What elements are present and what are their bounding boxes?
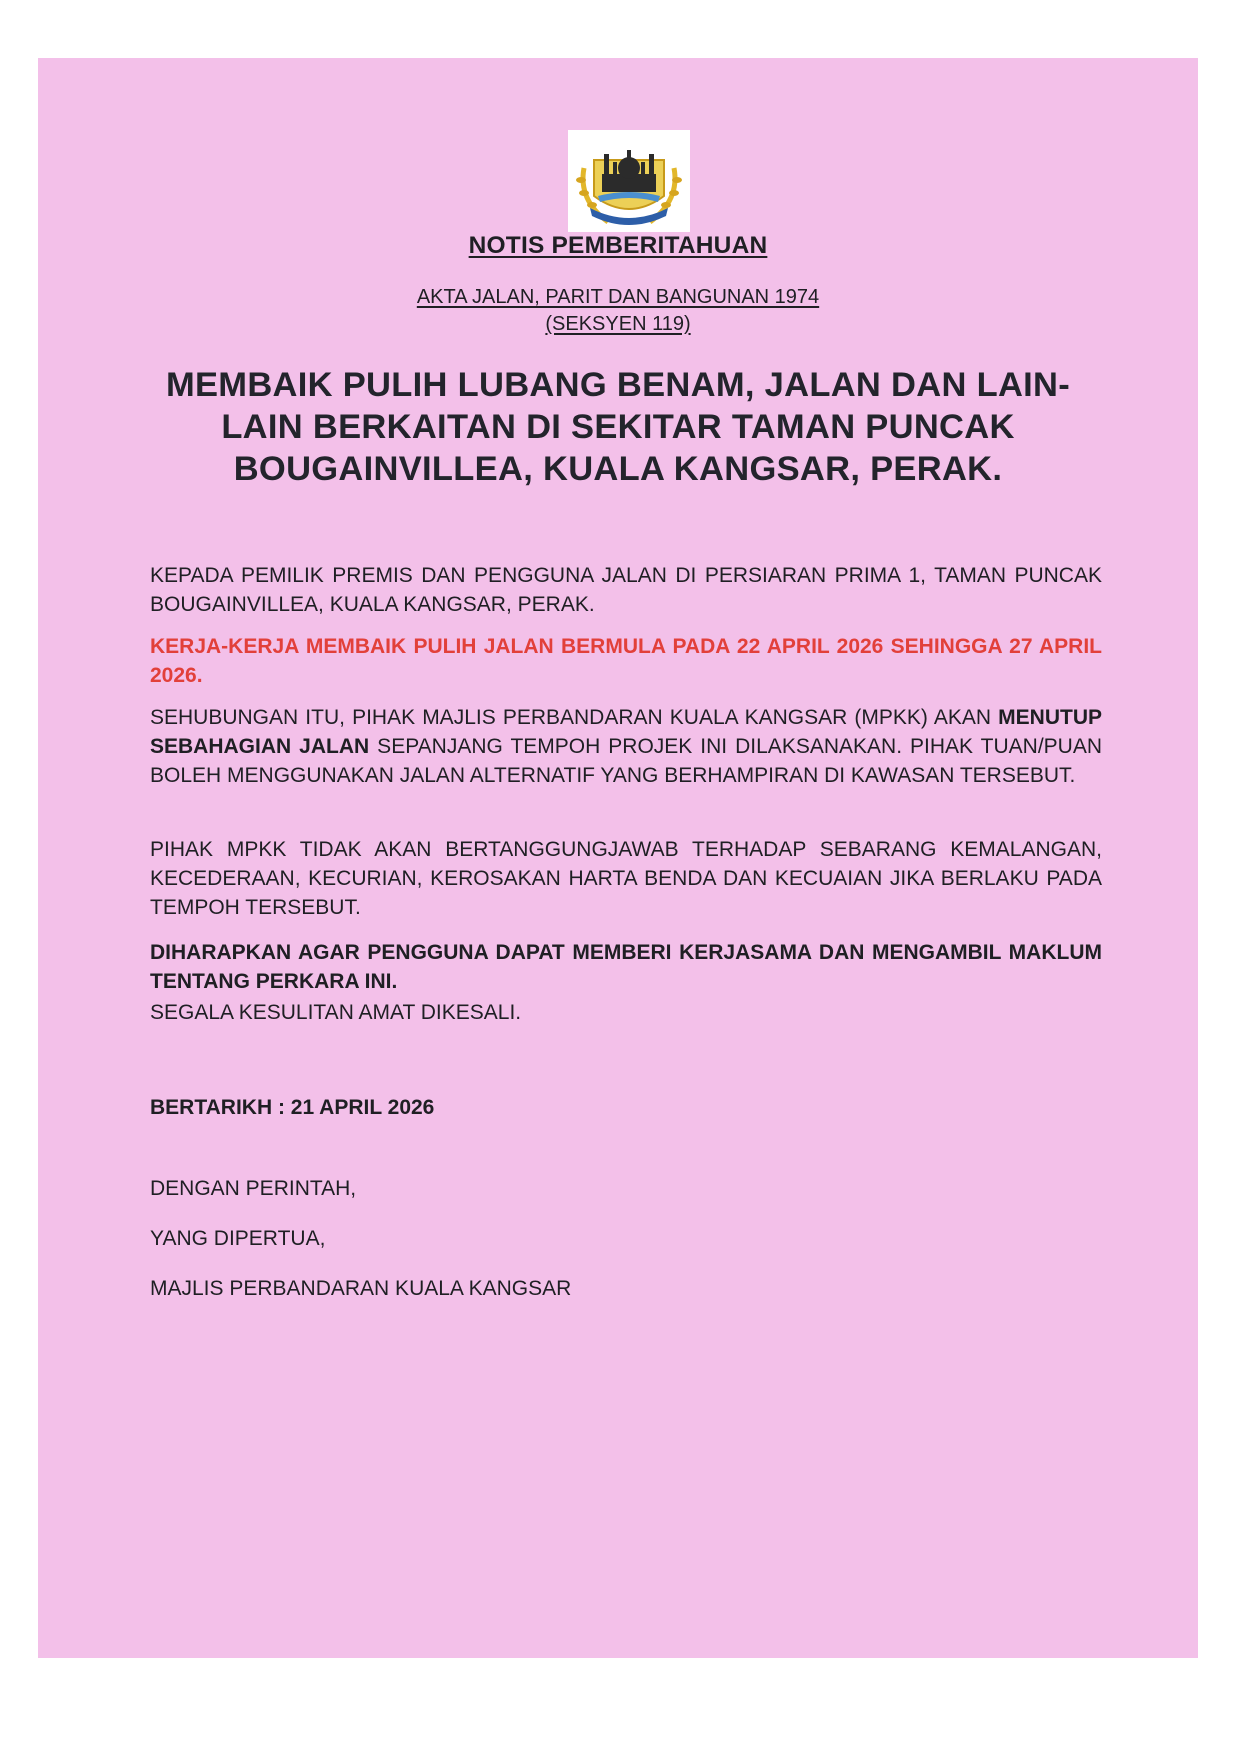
notice-sheet (38, 58, 1198, 1658)
signature-line-order: DENGAN PERINTAH, (150, 1177, 357, 1200)
notice-title: NOTIS PEMBERITAHUAN (468, 232, 768, 259)
signature-line-council: MAJLIS PERBANDARAN KUALA KANGSAR (150, 1277, 572, 1300)
schedule-paragraph: KERJA-KERJA MEMBAIK PULIH JALAN BERMULA PADA 22 APRIL 2026 SEHINGGA 27 APRIL 2026. (150, 635, 1102, 687)
closure-text-a: SEHUBUNGAN ITU, PIHAK MAJLIS PERBANDARAN KUALA KANGSAR (MPKK) AKAN (150, 706, 999, 729)
act-title: AKTA JALAN, PARIT DAN BANGUNAN 1974 (416, 286, 820, 308)
recipient-paragraph: KEPADA PEMILIK PREMIS DAN PENGGUNA JALAN DI PERSIARAN PRIMA 1, TAMAN PUNCAK BOUGAINVILLEA, KUALA KANGSAR, PERAK. (150, 564, 1102, 616)
closure-paragraph (150, 703, 1102, 790)
signature-line-title: YANG DIPERTUA, (150, 1227, 326, 1250)
notice-headline: MEMBAIK PULIH LUBANG BENAM, JALAN DAN LAIN-LAIN BERKAITAN DI SEKITAR TAMAN PUNCAK BOUGAINVILLEA, KUALA KANGSAR, PERAK. (165, 366, 1071, 488)
closure-highlight: MENUTUP SEBAHAGIAN JALAN (150, 706, 1102, 758)
notice-date: BERTARIKH : 21 APRIL 2026 (150, 1096, 435, 1119)
act-section: (SEKSYEN 119) (545, 313, 691, 335)
apology-paragraph: SEGALA KESULITAN AMAT DIKESALI. (150, 1001, 522, 1024)
closure-text-b: SEPANJANG TEMPOH PROJEK INI DILAKSANAKAN. PIHAK TUAN/PUAN BOLEH MENGGUNAKAN JALAN ALTERNATIF YANG BERHAMPIRAN DI KAWASAN TERSEBUT. (150, 735, 1103, 787)
council-crest-icon (568, 130, 690, 232)
liability-paragraph: PIHAK MPKK TIDAK AKAN BERTANGGUNGJAWAB TERHADAP SEBARANG KEMALANGAN, KECEDERAAN, KECURIAN, KEROSAKAN HARTA BENDA DAN KECUAIAN JIKA BERLAKU PADA TEMPOH TERSEBUT. (150, 838, 1102, 919)
cooperation-paragraph: DIHARAPKAN AGAR PENGGUNA DAPAT MEMBERI KERJASAMA DAN MENGAMBIL MAKLUM TENTANG PERKARA INI. (150, 941, 1102, 993)
